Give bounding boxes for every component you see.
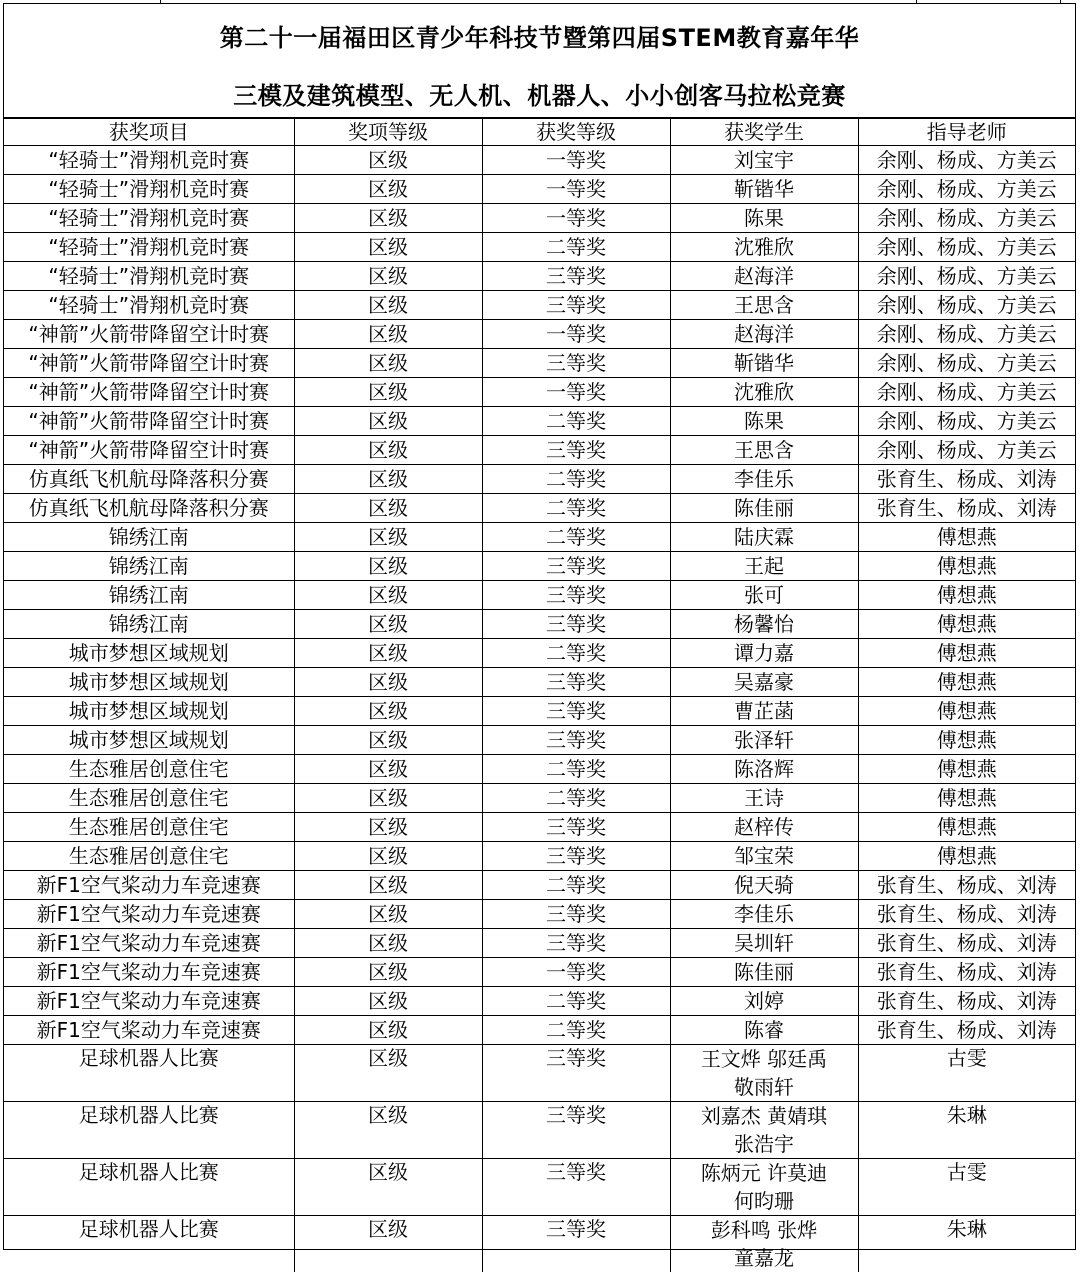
cell-project: “轻骑士”滑翔机竞时赛 (4, 204, 294, 233)
cell-teacher: 古雯 (858, 1159, 1075, 1216)
cell-award-level: 区级 (294, 320, 482, 349)
cell-students (670, 262, 858, 291)
table-row (4, 697, 1075, 726)
cell-project: 城市梦想区域规划 (4, 726, 294, 755)
cell-teacher: 傅想燕 (858, 523, 1075, 552)
cell-award-level: 区级 (294, 1159, 482, 1216)
cell-project: 足球机器人比赛 (4, 1102, 294, 1159)
cell-prize-grade: 一等奖 (482, 958, 670, 987)
cell-prize-grade: 二等奖 (482, 1016, 670, 1045)
cell-award-level: 区级 (294, 639, 482, 668)
cell-project: 新F1空气桨动力车竞速赛 (4, 1016, 294, 1045)
student-name: 陈佳丽 (671, 958, 858, 986)
cell-project: “神箭”火箭带降留空计时赛 (4, 320, 294, 349)
award-table (4, 118, 1075, 1272)
student-name: 童嘉龙 (671, 1244, 858, 1272)
cell-teacher: 傅想燕 (858, 697, 1075, 726)
cell-students (670, 407, 858, 436)
cell-prize-grade: 三等奖 (482, 668, 670, 697)
table-row (4, 958, 1075, 987)
table-row (4, 668, 1075, 697)
cell-students (670, 900, 858, 929)
header-award-level: 奖项等级 (294, 119, 482, 146)
cell-award-level: 区级 (294, 291, 482, 320)
cell-prize-grade: 二等奖 (482, 784, 670, 813)
cell-award-level: 区级 (294, 465, 482, 494)
cell-teacher: 傅想燕 (858, 552, 1075, 581)
table-row (4, 755, 1075, 784)
cell-award-level: 区级 (294, 929, 482, 958)
cell-teacher: 张育生、杨成、刘涛 (858, 958, 1075, 987)
cell-teacher: 余刚、杨成、方美云 (858, 436, 1075, 465)
cell-teacher: 傅想燕 (858, 784, 1075, 813)
student-name: 赵海洋 (671, 320, 858, 348)
cell-project: 城市梦想区域规划 (4, 668, 294, 697)
cell-students (670, 871, 858, 900)
table-row (4, 1159, 1075, 1216)
cell-award-level: 区级 (294, 233, 482, 262)
cell-teacher: 余刚、杨成、方美云 (858, 407, 1075, 436)
table-row (4, 1216, 1075, 1272)
table-row (4, 349, 1075, 378)
student-name: 陈炳元 许莫迪 (671, 1159, 858, 1187)
cell-teacher: 朱琳 (858, 1102, 1075, 1159)
table-row (4, 291, 1075, 320)
cell-project: 生态雅居创意住宅 (4, 842, 294, 871)
table-row (4, 233, 1075, 262)
cell-project: 锦绣江南 (4, 523, 294, 552)
cell-project: 锦绣江南 (4, 552, 294, 581)
cell-teacher: 张育生、杨成、刘涛 (858, 929, 1075, 958)
cell-prize-grade: 二等奖 (482, 871, 670, 900)
cell-prize-grade: 三等奖 (482, 1159, 670, 1216)
cell-project: “神箭”火箭带降留空计时赛 (4, 407, 294, 436)
cell-students (670, 378, 858, 407)
cell-students (670, 436, 858, 465)
table-row (4, 378, 1075, 407)
cell-project: “轻骑士”滑翔机竞时赛 (4, 291, 294, 320)
cell-students (670, 697, 858, 726)
table-row (4, 494, 1075, 523)
cell-project: 城市梦想区域规划 (4, 639, 294, 668)
cell-teacher: 余刚、杨成、方美云 (858, 233, 1075, 262)
header-teacher: 指导老师 (858, 119, 1075, 146)
cell-prize-grade: 三等奖 (482, 262, 670, 291)
student-name: 刘宝宇 (671, 146, 858, 174)
cell-project: “轻骑士”滑翔机竞时赛 (4, 146, 294, 175)
cell-prize-grade: 三等奖 (482, 1216, 670, 1272)
table-row (4, 871, 1075, 900)
cell-award-level: 区级 (294, 262, 482, 291)
table-row (4, 1016, 1075, 1045)
cell-prize-grade: 一等奖 (482, 175, 670, 204)
cell-project: 锦绣江南 (4, 610, 294, 639)
title-line-2: 三模及建筑模型、无人机、机器人、小小创客马拉松竞赛 (4, 76, 1075, 111)
student-name: 陈果 (671, 407, 858, 435)
cell-award-level: 区级 (294, 552, 482, 581)
table-row (4, 581, 1075, 610)
cell-prize-grade: 一等奖 (482, 320, 670, 349)
table-row (4, 929, 1075, 958)
cell-teacher: 余刚、杨成、方美云 (858, 349, 1075, 378)
cell-award-level: 区级 (294, 581, 482, 610)
cell-students (670, 668, 858, 697)
student-name: 赵海洋 (671, 262, 858, 290)
cell-teacher: 余刚、杨成、方美云 (858, 320, 1075, 349)
student-name: 刘婷 (671, 987, 858, 1015)
cell-prize-grade: 三等奖 (482, 1045, 670, 1102)
student-name: 李佳乐 (671, 900, 858, 928)
cell-award-level: 区级 (294, 523, 482, 552)
cell-prize-grade: 二等奖 (482, 233, 670, 262)
cell-project: 仿真纸飞机航母降落积分赛 (4, 494, 294, 523)
cell-students (670, 987, 858, 1016)
cell-students (670, 523, 858, 552)
cell-award-level: 区级 (294, 204, 482, 233)
cell-teacher: 傅想燕 (858, 726, 1075, 755)
table-row (4, 1102, 1075, 1159)
cell-teacher: 张育生、杨成、刘涛 (858, 900, 1075, 929)
cell-students (670, 1016, 858, 1045)
cell-prize-grade: 三等奖 (482, 552, 670, 581)
cell-award-level: 区级 (294, 697, 482, 726)
cell-prize-grade: 二等奖 (482, 639, 670, 668)
cell-award-level: 区级 (294, 871, 482, 900)
cell-students (670, 349, 858, 378)
table-row (4, 146, 1075, 175)
cell-award-level: 区级 (294, 813, 482, 842)
table-row (4, 784, 1075, 813)
cell-prize-grade: 三等奖 (482, 726, 670, 755)
table-row (4, 842, 1075, 871)
cell-project: 新F1空气桨动力车竞速赛 (4, 900, 294, 929)
student-name: 陈佳丽 (671, 494, 858, 522)
cell-prize-grade: 三等奖 (482, 929, 670, 958)
cell-award-level: 区级 (294, 146, 482, 175)
student-name: 陈洛辉 (671, 755, 858, 783)
cell-project: 新F1空气桨动力车竞速赛 (4, 987, 294, 1016)
table-row (4, 813, 1075, 842)
cell-prize-grade: 三等奖 (482, 291, 670, 320)
student-name: 张泽轩 (671, 726, 858, 754)
cell-teacher: 傅想燕 (858, 581, 1075, 610)
student-name: 沈雅欣 (671, 233, 858, 261)
cell-teacher: 傅想燕 (858, 610, 1075, 639)
cell-students (670, 291, 858, 320)
student-name: 杨馨怡 (671, 610, 858, 638)
student-name: 何昀珊 (671, 1187, 858, 1215)
cell-teacher: 张育生、杨成、刘涛 (858, 871, 1075, 900)
cell-project: 生态雅居创意住宅 (4, 813, 294, 842)
cell-award-level: 区级 (294, 175, 482, 204)
cell-award-level: 区级 (294, 668, 482, 697)
cell-project: 仿真纸飞机航母降落积分赛 (4, 465, 294, 494)
table-row (4, 900, 1075, 929)
cell-award-level: 区级 (294, 378, 482, 407)
cell-teacher: 朱琳 (858, 1216, 1075, 1272)
student-name: 王思含 (671, 291, 858, 319)
table-header-row (4, 119, 1075, 146)
cell-students (670, 552, 858, 581)
cell-prize-grade: 三等奖 (482, 349, 670, 378)
cell-prize-grade: 三等奖 (482, 436, 670, 465)
cell-students (670, 204, 858, 233)
cell-project: 生态雅居创意住宅 (4, 784, 294, 813)
student-name: 沈雅欣 (671, 378, 858, 406)
cell-award-level: 区级 (294, 842, 482, 871)
cell-project: “神箭”火箭带降留空计时赛 (4, 436, 294, 465)
award-sheet (3, 3, 1076, 1250)
cell-teacher: 余刚、杨成、方美云 (858, 291, 1075, 320)
student-name: 陆庆霖 (671, 523, 858, 551)
cell-teacher: 古雯 (858, 1045, 1075, 1102)
student-name: 邹宝荣 (671, 842, 858, 870)
table-row (4, 523, 1075, 552)
cell-students (670, 929, 858, 958)
sheet-title (4, 4, 1075, 118)
cell-award-level: 区级 (294, 349, 482, 378)
cell-teacher: 傅想燕 (858, 755, 1075, 784)
table-row (4, 436, 1075, 465)
table-row (4, 204, 1075, 233)
cell-prize-grade: 三等奖 (482, 1102, 670, 1159)
student-name: 谭力嘉 (671, 639, 858, 667)
student-name: 王诗 (671, 784, 858, 812)
student-name: 彭科鸣 张烨 (671, 1216, 858, 1244)
cell-prize-grade: 三等奖 (482, 900, 670, 929)
table-row (4, 987, 1075, 1016)
cell-students (670, 581, 858, 610)
cell-prize-grade: 二等奖 (482, 987, 670, 1016)
cell-award-level: 区级 (294, 987, 482, 1016)
header-prize-grade: 获奖等级 (482, 119, 670, 146)
cell-students (670, 784, 858, 813)
cell-prize-grade: 二等奖 (482, 465, 670, 494)
cell-prize-grade: 二等奖 (482, 755, 670, 784)
student-name: 陈果 (671, 204, 858, 232)
cell-teacher: 张育生、杨成、刘涛 (858, 465, 1075, 494)
cell-prize-grade: 三等奖 (482, 842, 670, 871)
cell-students (670, 320, 858, 349)
title-line-1: 第二十一届福田区青少年科技节暨第四届STEM教育嘉年华 (4, 18, 1075, 53)
student-name: 靳锴华 (671, 175, 858, 203)
cell-teacher: 傅想燕 (858, 813, 1075, 842)
table-row (4, 726, 1075, 755)
cell-award-level: 区级 (294, 900, 482, 929)
cell-students (670, 958, 858, 987)
cell-project: 新F1空气桨动力车竞速赛 (4, 929, 294, 958)
table-row (4, 610, 1075, 639)
cell-award-level: 区级 (294, 1016, 482, 1045)
student-name: 敬雨轩 (671, 1073, 858, 1101)
cell-award-level: 区级 (294, 784, 482, 813)
cell-teacher: 傅想燕 (858, 842, 1075, 871)
cell-award-level: 区级 (294, 1102, 482, 1159)
table-row (4, 175, 1075, 204)
student-name: 赵梓传 (671, 813, 858, 841)
cell-students (670, 842, 858, 871)
cell-teacher: 余刚、杨成、方美云 (858, 146, 1075, 175)
cell-students (670, 755, 858, 784)
student-name: 李佳乐 (671, 465, 858, 493)
cell-students (670, 1045, 858, 1102)
cell-prize-grade: 一等奖 (482, 378, 670, 407)
student-name: 陈睿 (671, 1016, 858, 1044)
cell-project: “轻骑士”滑翔机竞时赛 (4, 175, 294, 204)
cell-project: “神箭”火箭带降留空计时赛 (4, 378, 294, 407)
cell-award-level: 区级 (294, 1045, 482, 1102)
cell-students (670, 146, 858, 175)
cell-award-level: 区级 (294, 755, 482, 784)
cell-prize-grade: 三等奖 (482, 581, 670, 610)
cell-prize-grade: 三等奖 (482, 610, 670, 639)
cell-project: “轻骑士”滑翔机竞时赛 (4, 262, 294, 291)
cell-prize-grade: 二等奖 (482, 407, 670, 436)
cell-award-level: 区级 (294, 1216, 482, 1272)
header-project: 获奖项目 (4, 119, 294, 146)
cell-award-level: 区级 (294, 436, 482, 465)
cell-prize-grade: 三等奖 (482, 697, 670, 726)
cell-award-level: 区级 (294, 494, 482, 523)
cell-prize-grade: 一等奖 (482, 204, 670, 233)
student-name: 王起 (671, 552, 858, 580)
student-name: 张浩宇 (671, 1130, 858, 1158)
cell-students (670, 726, 858, 755)
cell-project: “神箭”火箭带降留空计时赛 (4, 349, 294, 378)
table-row (4, 1045, 1075, 1102)
student-name: 张可 (671, 581, 858, 609)
student-name: 王文烨 邬廷禹 (671, 1045, 858, 1073)
cell-award-level: 区级 (294, 958, 482, 987)
student-name: 王思含 (671, 436, 858, 464)
cell-teacher: 余刚、杨成、方美云 (858, 204, 1075, 233)
cell-project: 足球机器人比赛 (4, 1045, 294, 1102)
cell-project: 城市梦想区域规划 (4, 697, 294, 726)
cell-students (670, 1216, 858, 1272)
cell-students (670, 639, 858, 668)
cell-students (670, 494, 858, 523)
cell-teacher: 傅想燕 (858, 668, 1075, 697)
cell-prize-grade: 二等奖 (482, 494, 670, 523)
cell-project: 生态雅居创意住宅 (4, 755, 294, 784)
cell-students (670, 610, 858, 639)
cell-teacher: 张育生、杨成、刘涛 (858, 1016, 1075, 1045)
cell-project: 锦绣江南 (4, 581, 294, 610)
cell-award-level: 区级 (294, 726, 482, 755)
table-row (4, 320, 1075, 349)
cell-project: 新F1空气桨动力车竞速赛 (4, 871, 294, 900)
table-row (4, 639, 1075, 668)
cell-teacher: 张育生、杨成、刘涛 (858, 987, 1075, 1016)
cell-students (670, 233, 858, 262)
student-name: 靳锴华 (671, 349, 858, 377)
cell-prize-grade: 二等奖 (482, 523, 670, 552)
cell-award-level: 区级 (294, 610, 482, 639)
student-name: 刘嘉杰 黄婧琪 (671, 1102, 858, 1130)
table-row (4, 465, 1075, 494)
cell-project: 新F1空气桨动力车竞速赛 (4, 958, 294, 987)
cell-students (670, 1102, 858, 1159)
cell-students (670, 175, 858, 204)
cell-project: 足球机器人比赛 (4, 1216, 294, 1272)
cell-teacher: 傅想燕 (858, 639, 1075, 668)
cell-students (670, 813, 858, 842)
student-name: 吴圳轩 (671, 929, 858, 957)
cell-teacher: 余刚、杨成、方美云 (858, 262, 1075, 291)
table-row (4, 407, 1075, 436)
cell-prize-grade: 一等奖 (482, 146, 670, 175)
cell-teacher: 余刚、杨成、方美云 (858, 378, 1075, 407)
cell-project: “轻骑士”滑翔机竞时赛 (4, 233, 294, 262)
cell-teacher: 张育生、杨成、刘涛 (858, 494, 1075, 523)
cell-students (670, 1159, 858, 1216)
table-row (4, 262, 1075, 291)
cell-teacher: 余刚、杨成、方美云 (858, 175, 1075, 204)
table-row (4, 552, 1075, 581)
cell-project: 足球机器人比赛 (4, 1159, 294, 1216)
student-name: 曹芷菡 (671, 697, 858, 725)
cell-students (670, 465, 858, 494)
student-name: 倪天骑 (671, 871, 858, 899)
cell-award-level: 区级 (294, 407, 482, 436)
student-name: 吴嘉豪 (671, 668, 858, 696)
cell-prize-grade: 三等奖 (482, 813, 670, 842)
header-students: 获奖学生 (670, 119, 858, 146)
